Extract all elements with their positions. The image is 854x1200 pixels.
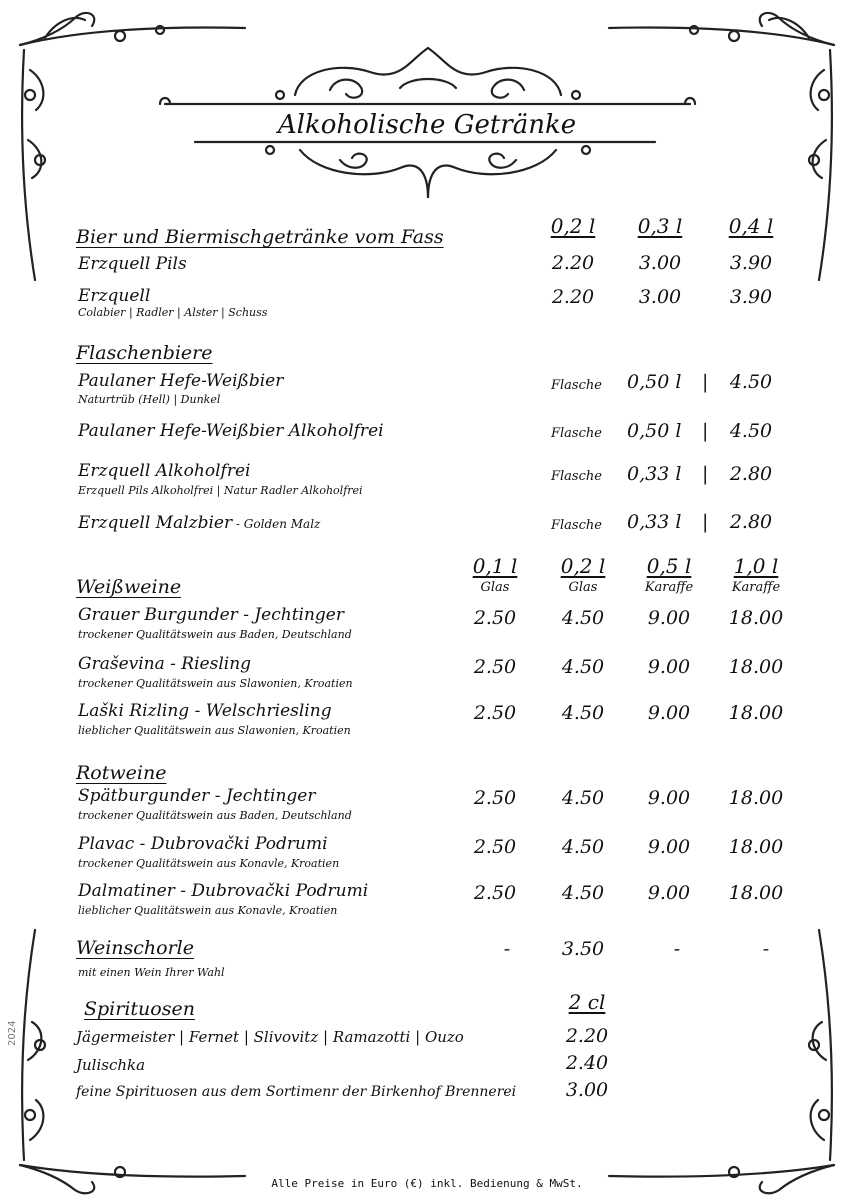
item-sub: trockener Qualitätswein aus Konavle, Kroatien bbox=[78, 857, 340, 870]
price: 18.00 bbox=[728, 836, 784, 858]
price: 4.50 bbox=[729, 420, 773, 442]
section-heading-weiss: Weißweine bbox=[76, 576, 182, 598]
price: 2.80 bbox=[729, 511, 773, 533]
item-sub: mit einen Wein Ihrer Wahl bbox=[78, 966, 225, 979]
col-head-wein-2: 0,2 l bbox=[560, 554, 606, 578]
price: 3.90 bbox=[729, 252, 773, 274]
item-name: Paulaner Hefe-Weißbier bbox=[78, 371, 284, 391]
price: 2.50 bbox=[473, 702, 517, 724]
col-sub-wein-4: Karaffe bbox=[731, 580, 781, 595]
col-sub-wein-3: Karaffe bbox=[644, 580, 694, 595]
price: 4.50 bbox=[561, 836, 605, 858]
item-sub: Erzquell Pils Alkoholfrei | Natur Radler Alkoholfrei bbox=[78, 484, 363, 497]
price: 4.50 bbox=[561, 882, 605, 904]
separator: | bbox=[702, 511, 709, 533]
page-title: Alkoholische Getränke bbox=[277, 110, 577, 140]
price: 3.90 bbox=[729, 286, 773, 308]
item-name bbox=[78, 513, 320, 533]
price: 2.20 bbox=[551, 286, 595, 308]
item-name: Plavac - Dubrovački Podrumi bbox=[78, 834, 328, 854]
item-type: Flasche bbox=[551, 378, 602, 393]
item-name: Graševina - Riesling bbox=[78, 654, 252, 674]
section-heading-rot: Rotweine bbox=[76, 762, 167, 784]
item-sub: Colabier | Radler | Alster | Schuss bbox=[78, 306, 268, 319]
item-name: Jägermeister | Fernet | Slivovitz | Ramazotti | Ouzo bbox=[76, 1028, 464, 1046]
col-head-bier-3: 0,4 l bbox=[728, 214, 774, 238]
item-volume: 0,33 l bbox=[627, 511, 682, 533]
item-type: Flasche bbox=[551, 426, 602, 441]
price: 4.50 bbox=[561, 787, 605, 809]
item-sub: lieblicher Qualitätswein aus Slawonien, Kroatien bbox=[78, 724, 351, 737]
item-sub: lieblicher Qualitätswein aus Konavle, Kroatien bbox=[78, 904, 338, 917]
section-heading-spirituosen: Spirituosen bbox=[84, 998, 195, 1020]
col-head-wein-1: 0,1 l bbox=[472, 554, 518, 578]
year-label: 2024 bbox=[7, 1020, 18, 1046]
item-sub: trockener Qualitätswein aus Baden, Deutschland bbox=[78, 628, 352, 641]
price: - bbox=[503, 938, 511, 960]
price: 18.00 bbox=[728, 882, 784, 904]
item-name: Grauer Burgunder - Jechtinger bbox=[78, 605, 344, 625]
price: 18.00 bbox=[728, 787, 784, 809]
col-sub-wein-1: Glas bbox=[480, 580, 510, 595]
col-sub-wein-2: Glas bbox=[568, 580, 598, 595]
price: 4.50 bbox=[561, 607, 605, 629]
price: 2.80 bbox=[729, 463, 773, 485]
price: 3.00 bbox=[638, 252, 682, 274]
item-volume: 0,50 l bbox=[627, 371, 682, 393]
price: - bbox=[762, 938, 770, 960]
item-name: Julischka bbox=[76, 1056, 146, 1074]
col-head-wein-4: 1,0 l bbox=[733, 554, 779, 578]
item-suffix: - Golden Malz bbox=[232, 517, 321, 531]
item-name: Spätburgunder - Jechtinger bbox=[78, 786, 316, 806]
price: 2.40 bbox=[565, 1052, 609, 1074]
price: 3.00 bbox=[638, 286, 682, 308]
price: 9.00 bbox=[647, 702, 691, 724]
col-head-bier-2: 0,3 l bbox=[637, 214, 683, 238]
item-name: feine Spirituosen aus dem Sortimenr der Birkenhof Brennerei bbox=[76, 1084, 517, 1100]
price: 2.50 bbox=[473, 882, 517, 904]
price: 9.00 bbox=[647, 656, 691, 678]
item-name: Paulaner Hefe-Weißbier Alkoholfrei bbox=[78, 421, 384, 441]
item-name: Erzquell bbox=[78, 286, 151, 306]
col-head-wein-3: 0,5 l bbox=[646, 554, 692, 578]
item-volume: 0,50 l bbox=[627, 420, 682, 442]
price: 18.00 bbox=[728, 656, 784, 678]
item-sub: Naturtrüb (Hell) | Dunkel bbox=[78, 393, 221, 406]
section-heading-bier: Bier und Biermischgetränke vom Fass bbox=[76, 226, 444, 248]
separator: | bbox=[702, 420, 709, 442]
price: 2.50 bbox=[473, 836, 517, 858]
col-head-spirituosen: 2 cl bbox=[568, 990, 606, 1014]
section-heading-schorle: Weinschorle bbox=[76, 937, 195, 959]
price: 9.00 bbox=[647, 787, 691, 809]
separator: | bbox=[702, 371, 709, 393]
item-sub: trockener Qualitätswein aus Baden, Deutschland bbox=[78, 809, 352, 822]
item-sub: trockener Qualitätswein aus Slawonien, Kroatien bbox=[78, 677, 353, 690]
item-name: Laški Rizling - Welschriesling bbox=[78, 701, 332, 721]
price: 2.50 bbox=[473, 607, 517, 629]
item-name: Erzquell Pils bbox=[78, 254, 187, 274]
separator: | bbox=[702, 463, 709, 485]
section-heading-flaschen: Flaschenbiere bbox=[76, 342, 213, 364]
price: 2.20 bbox=[551, 252, 595, 274]
price: 3.50 bbox=[561, 938, 605, 960]
price: 9.00 bbox=[647, 836, 691, 858]
price: 9.00 bbox=[647, 882, 691, 904]
footer-note: Alle Preise in Euro (€) inkl. Bedienung & MwSt. bbox=[271, 1177, 583, 1190]
price: 2.50 bbox=[473, 787, 517, 809]
item-name: Dalmatiner - Dubrovački Podrumi bbox=[78, 881, 369, 901]
price: 18.00 bbox=[728, 607, 784, 629]
price: 18.00 bbox=[728, 702, 784, 724]
price: - bbox=[673, 938, 681, 960]
price: 4.50 bbox=[729, 371, 773, 393]
price: 4.50 bbox=[561, 702, 605, 724]
item-volume: 0,33 l bbox=[627, 463, 682, 485]
col-head-bier-1: 0,2 l bbox=[550, 214, 596, 238]
price: 9.00 bbox=[647, 607, 691, 629]
item-name-text: Erzquell Malzbier bbox=[78, 513, 233, 533]
item-type: Flasche bbox=[551, 518, 602, 533]
item-name: Erzquell Alkoholfrei bbox=[78, 461, 251, 481]
price: 3.00 bbox=[565, 1079, 609, 1101]
price: 2.50 bbox=[473, 656, 517, 678]
item-type: Flasche bbox=[551, 469, 602, 484]
price: 2.20 bbox=[565, 1025, 609, 1047]
price: 4.50 bbox=[561, 656, 605, 678]
